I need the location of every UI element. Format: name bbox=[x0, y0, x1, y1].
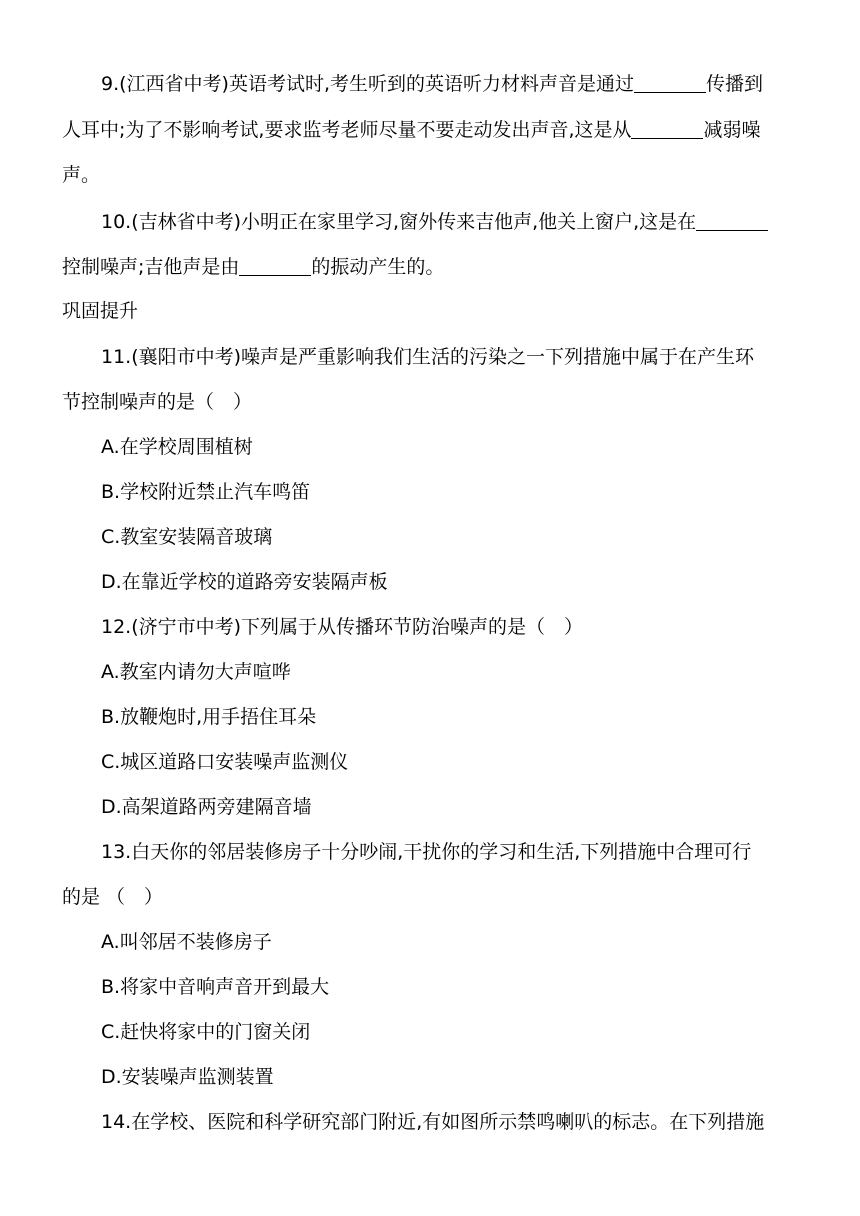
q12-option-c[interactable]: C.城区道路口安装噪声监测仪 bbox=[101, 751, 349, 773]
q10-blank-1[interactable] bbox=[696, 210, 768, 231]
q12-option-b[interactable]: B.放鞭炮时,用手捂住耳朵 bbox=[101, 706, 317, 728]
q11-option-b[interactable]: B.学校附近禁止汽车鸣笛 bbox=[101, 481, 311, 503]
q13-stem-line1: 13.白天你的邻居装修房子十分吵闹,干扰你的学习和生活,下列措施中合理可行 bbox=[101, 841, 752, 863]
q13-option-b[interactable]: B.将家中音响声音开到最大 bbox=[101, 976, 330, 998]
q10-line1 bbox=[101, 210, 841, 234]
q9-text-part1: 9.(江西省中考)英语考试时,考生听到的英语听力材料声音是通过 bbox=[101, 73, 634, 95]
q11-stem-line2: 节控制噪声的是（ ） bbox=[62, 391, 253, 413]
q9-blank-1[interactable] bbox=[634, 72, 706, 93]
q11-option-d[interactable]: D.在靠近学校的道路旁安装隔声板 bbox=[101, 571, 388, 593]
q11-stem-line1: 11.(襄阳市中考)噪声是严重影响我们生活的污染之一下列措施中属于在产生环 bbox=[101, 346, 755, 368]
q13-stem-line2: 的是 （ ） bbox=[62, 886, 164, 908]
q9-line2 bbox=[62, 118, 802, 142]
section-heading: 巩固提升 bbox=[62, 300, 139, 322]
q9-text-part2: 传播到 bbox=[706, 73, 764, 95]
q14-stem-line1: 14.在学校、医院和科学研究部门附近,有如图所示禁鸣喇叭的标志。在下列措施 bbox=[101, 1111, 765, 1133]
q13-option-c[interactable]: C.赶快将家中的门窗关闭 bbox=[101, 1021, 311, 1043]
q10-text-part2: 控制噪声;吉他声是由 bbox=[62, 256, 240, 278]
q10-line2 bbox=[62, 255, 802, 279]
q9-text-part3: 人耳中;为了不影响考试,要求监考老师尽量不要走动发出声音,这是从 bbox=[62, 119, 632, 141]
q13-option-a[interactable]: A.叫邻居不装修房子 bbox=[101, 931, 272, 953]
q9-text-part5: 声。 bbox=[62, 164, 101, 186]
q10-blank-2[interactable] bbox=[239, 255, 311, 276]
q12-option-a[interactable]: A.教室内请勿大声喧哗 bbox=[101, 661, 291, 683]
q13-option-d[interactable]: D.安装噪声监测装置 bbox=[101, 1066, 274, 1088]
q12-stem: 12.(济宁市中考)下列属于从传播环节防治噪声的是（ ） bbox=[101, 616, 584, 638]
q12-option-d[interactable]: D.高架道路两旁建隔音墙 bbox=[101, 796, 312, 818]
q11-option-a[interactable]: A.在学校周围植树 bbox=[101, 436, 253, 458]
q10-text-part3: 的振动产生的。 bbox=[311, 256, 445, 278]
q10-text-part1: 10.(吉林省中考)小明正在家里学习,窗外传来吉他声,他关上窗户,这是在 bbox=[101, 211, 697, 233]
q9-blank-2[interactable] bbox=[631, 118, 703, 139]
q9-line3 bbox=[62, 163, 802, 187]
q11-option-c[interactable]: C.教室安装隔音玻璃 bbox=[101, 526, 273, 548]
q9-line1 bbox=[101, 72, 841, 96]
q9-text-part4: 减弱噪 bbox=[703, 119, 761, 141]
